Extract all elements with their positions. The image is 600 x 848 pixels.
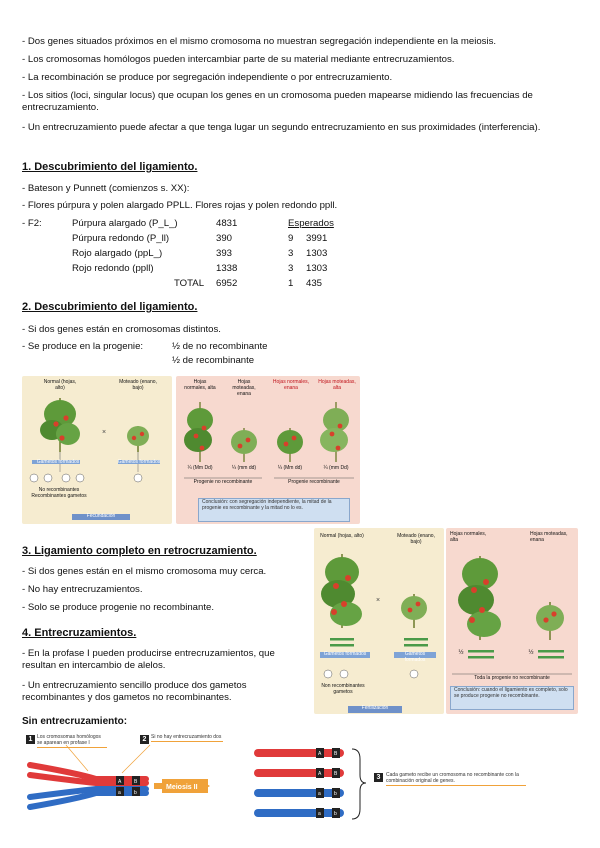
row3-count: 393 bbox=[216, 248, 233, 259]
row3-expected: 1303 bbox=[306, 248, 328, 259]
f2-table bbox=[22, 218, 382, 290]
fig3-offspring1-fraction: ½ bbox=[458, 650, 464, 656]
row4-ratio: 3 bbox=[288, 263, 294, 274]
fig3-cross-sign: × bbox=[376, 597, 381, 604]
step3-number: 3 bbox=[374, 773, 383, 782]
fig3-conclusion-box: Conclusión: cuando el ligamiento es completo, solo se produce progenie no recombinante. bbox=[450, 686, 574, 710]
row3-ratio: 3 bbox=[288, 248, 294, 259]
fig3-parent1-label: Normal (hojas, alto) bbox=[320, 533, 364, 539]
fig2-offspring4-icon bbox=[320, 402, 349, 462]
fig3-offspring1-chromosome-icon bbox=[468, 650, 494, 659]
gamete3-allele-b: b bbox=[334, 791, 337, 797]
gamete-chromosomes-icon bbox=[254, 748, 344, 818]
gamete2-allele-B: B bbox=[334, 771, 338, 777]
section4-heading: 4. Entrecruzamientos. bbox=[22, 627, 137, 639]
row3-phenotype: Rojo alargado (ppL_) bbox=[72, 248, 163, 259]
fig2-offspring2-count: ¼ (mm dd) bbox=[231, 465, 257, 471]
section2-bullet-2: - Se produce en la progenie: bbox=[22, 341, 144, 352]
progeny-half-2: ½ de recombinante bbox=[172, 355, 255, 366]
fig2-plant-normal-icon bbox=[40, 398, 80, 452]
meiosis-label: Meiosis II bbox=[166, 784, 198, 791]
fig3-parent2-label: Moteado (enano, bajo) bbox=[397, 533, 435, 545]
fig2-recombinant-group: Progenie recombinante bbox=[288, 479, 340, 485]
section1-bullet-2: - Flores púrpura y polen alargado PPLL. Flores rojas y polen redondo ppll. bbox=[22, 200, 338, 211]
fig3-plant-normal-icon bbox=[321, 554, 362, 628]
intro-bullet-3: - La recombinación se produce por segregación independiente o por entrecruzamiento. bbox=[22, 72, 393, 83]
section3-heading: 3. Ligamiento completo en retrocruzamiento. bbox=[22, 545, 257, 557]
fig3-offspring2-title: Hojas moteadas, enana bbox=[530, 531, 568, 543]
total-count: 6952 bbox=[216, 278, 238, 289]
fig3-parents-panel bbox=[314, 528, 444, 714]
fig3-offspring2-icon bbox=[536, 602, 564, 640]
section3-bullet-3: - Solo se produce progenie no recombinante. bbox=[22, 602, 214, 613]
allele-upper-B: B bbox=[134, 779, 138, 785]
fig3-fertilization-bar: Fertilización bbox=[361, 705, 389, 711]
homologous-pair-icon bbox=[30, 765, 146, 807]
section4-bullet-2: - Un entrecruzamiento sencillo produce dos gametos recombinantes y dos gametos no recombinantes. bbox=[22, 680, 247, 704]
fig2-parent-plants bbox=[22, 376, 172, 524]
gamete1-allele-B: B bbox=[334, 751, 338, 757]
intro-bullet-5: - Un entrecruzamiento puede afectar a que tenga lugar un segundo entrecruzamiento en sus proximidades (interferencia). bbox=[22, 122, 541, 133]
no-crossover-diagram bbox=[26, 735, 586, 835]
fig2-offspring2-icon bbox=[231, 428, 257, 462]
fig2-conclusion-box: Conclusión: con segregación independiente, la mitad de la progenie es recombinante y la mitad no lo es. bbox=[198, 498, 350, 522]
fig2-gamete-labels: No recombinantes Recombinantes gametos bbox=[31, 487, 87, 499]
intro-bullet-1: - Dos genes situados próximos en el mismo cromosoma no muestran segregación independiente en la meiosis. bbox=[22, 36, 497, 47]
expected-header: Esperados bbox=[288, 218, 334, 229]
gamete4-allele-b: b bbox=[334, 811, 337, 817]
gamete3-allele-a: a bbox=[318, 791, 321, 797]
fig2-offspring3-icon bbox=[277, 428, 303, 462]
fig3-chromosome-left-icon bbox=[330, 638, 354, 647]
row4-count: 1338 bbox=[216, 263, 238, 274]
fig2-offspring3-title: Hojas normales, enana bbox=[272, 379, 310, 391]
fig2-parent1-label: Normal (hojas, alto) bbox=[43, 379, 77, 391]
section1-bullet-1: - Bateson y Punnett (comienzos s. XX): bbox=[22, 183, 190, 194]
step3-text: Cada gameto recibe un cromosoma no recombinante con la combinación original de genes. bbox=[386, 773, 526, 786]
row1-phenotype: Púrpura alargado (P_L_) bbox=[72, 218, 178, 229]
fig2-offspring1-icon bbox=[184, 402, 213, 462]
step2-text: Si no hay entrecruzamiento dos bbox=[151, 734, 222, 740]
fig2-nonrecombinant-group: Progenie no recombinante bbox=[193, 479, 253, 485]
section2-heading: 2. Descubrimiento del ligamiento. bbox=[22, 301, 198, 313]
fig3-offspring2-chromosome-icon bbox=[538, 650, 564, 659]
no-crossover-heading: Sin entrecruzamiento: bbox=[22, 716, 128, 727]
fig2-offspring-panel bbox=[176, 376, 360, 524]
allele-upper-A: A bbox=[118, 779, 122, 785]
fig3-offspring2-fraction: ½ bbox=[528, 650, 534, 656]
fig3-gamete-labels: Non recombinantes gametos bbox=[321, 683, 365, 695]
gamete1-allele-A: A bbox=[318, 751, 322, 757]
row2-ratio: 9 bbox=[288, 233, 294, 244]
intro-bullet-4: - Los sitios (loci, singular locus) que ocupan los genes en un cromosoma pueden mapearse midiendo las frecuencias de entrecruzamiento. bbox=[22, 90, 533, 114]
fig3-nonrecombinant-group: Toda la progenie no recombinante bbox=[474, 675, 550, 681]
fig3-offspring1-title: Hojas normales, alta bbox=[450, 531, 487, 543]
gamete4-allele-a: a bbox=[318, 811, 321, 817]
fig3-plant-mottled-icon bbox=[401, 594, 427, 628]
intro-bullet-2: - Los cromosomas homólogos pueden intercambiar parte de su material mediante entrecruzamientos. bbox=[22, 54, 455, 65]
row2-count: 390 bbox=[216, 233, 233, 244]
fig2-offspring1-count: ¼ (Mm Dd) bbox=[187, 465, 213, 471]
section3-bullet-2: - No hay entrecruzamientos. bbox=[22, 584, 143, 595]
section1-heading: 1. Descubrimiento del ligamiento. bbox=[22, 161, 198, 173]
row1-count: 4831 bbox=[216, 218, 238, 229]
section2-bullet-1: - Si dos genes están en cromosomas distintos. bbox=[22, 324, 221, 335]
section4-bullet-1: - En la profase I pueden producirse entrecruzamientos, que resultan en intercambio de alelos. bbox=[22, 648, 275, 672]
fig2-offspring2-title: Hojas moteadas, enana bbox=[232, 379, 256, 397]
fig2-plant-mottled-icon bbox=[127, 426, 149, 452]
step2-number: 2 bbox=[140, 735, 149, 744]
gamete2-allele-A: A bbox=[318, 771, 322, 777]
step1-number: 1 bbox=[26, 735, 35, 744]
fig2-parent2-label: Moteado (enano, bajo) bbox=[119, 379, 157, 391]
row4-expected: 1303 bbox=[306, 263, 328, 274]
fig2-parents-panel bbox=[22, 376, 172, 524]
row5-ratio: 1 bbox=[288, 278, 294, 289]
allele-lower-b: b bbox=[134, 790, 137, 796]
row5-expected: 435 bbox=[306, 278, 323, 289]
step1-text: Los cromosomas homólogos se aparean en profase I bbox=[37, 735, 107, 748]
f2-label: - F2: bbox=[22, 218, 42, 229]
allele-lower-a: a bbox=[118, 790, 121, 796]
fig2-fertilization-bar: Fecundación bbox=[86, 513, 116, 519]
fig3-offspring-panel bbox=[446, 528, 578, 714]
fig2-offspring4-count: ¼ (mm Dd) bbox=[323, 465, 349, 471]
gametes-brace bbox=[352, 749, 366, 819]
fig2-offspring1-title: Hojas normales, alta bbox=[184, 379, 216, 391]
row2-expected: 3991 bbox=[306, 233, 328, 244]
section3-bullet-1: - Si dos genes están en el mismo cromosoma muy cerca. bbox=[22, 566, 267, 577]
fig2-gametes-box-right: Gametos formados bbox=[117, 459, 161, 465]
fig3-chromosome-right-icon bbox=[404, 638, 428, 647]
fig2-cross-sign: × bbox=[102, 429, 107, 436]
fig3-gametes-box-right: Gametos formados bbox=[404, 651, 426, 663]
fig2-offspring4-title: Hojas moteadas, alta bbox=[318, 379, 356, 391]
fig3-offspring1-icon bbox=[458, 556, 501, 640]
total-label: TOTAL bbox=[174, 278, 205, 289]
fig3-gametes-box-left: Gametos formados bbox=[323, 651, 367, 657]
fig2-gametes-box-left: Gametos formados bbox=[36, 459, 80, 465]
row4-phenotype: Rojo redondo (ppll) bbox=[72, 263, 154, 274]
row2-phenotype: Púrpura redondo (P_ll) bbox=[72, 233, 170, 244]
fig2-offspring3-count: ¼ (Mm dd) bbox=[277, 465, 303, 471]
progeny-half-1: ½ de no recombinante bbox=[172, 341, 268, 352]
